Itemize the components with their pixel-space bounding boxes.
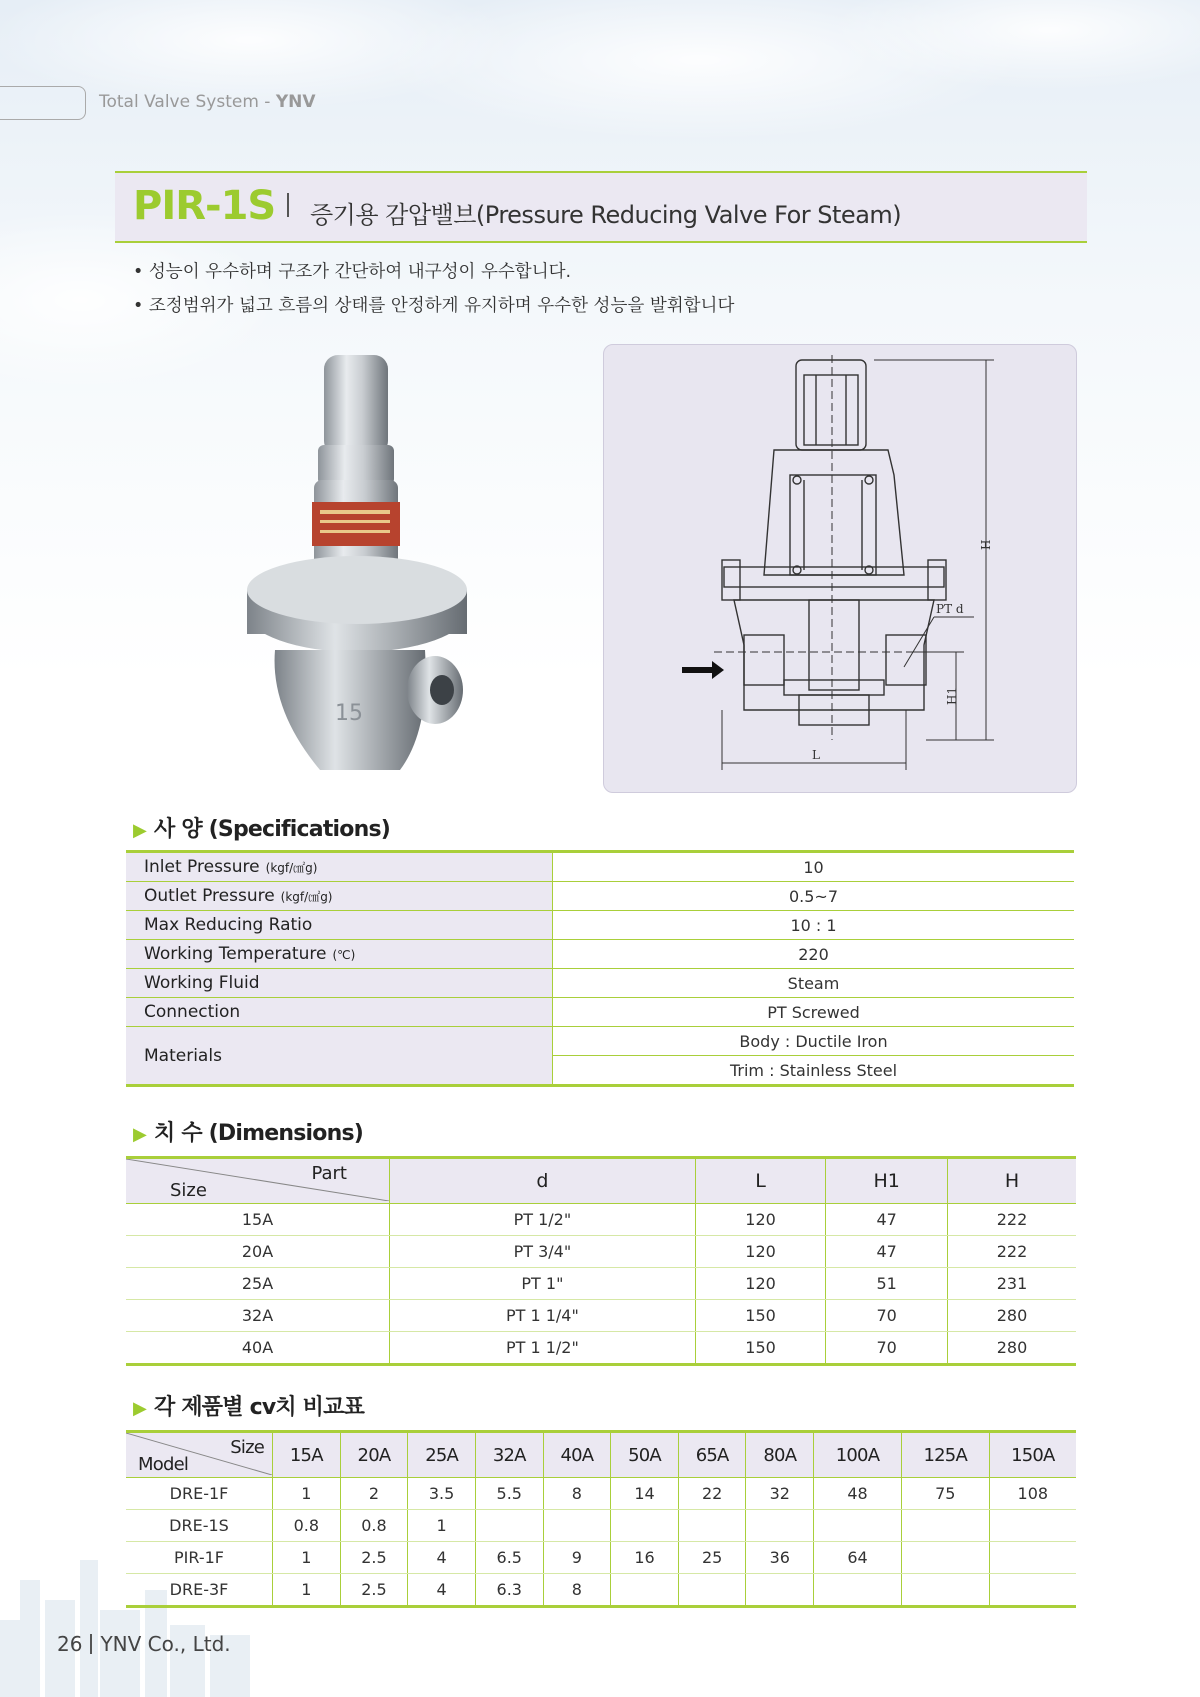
spec-label: Working Fluid [144,973,260,993]
header-tab-decoration [0,86,86,120]
dimensions-title: 치 수 (Dimensions) [154,1121,363,1146]
table-row [126,1204,1076,1236]
spec-value: 0.5~7 [553,882,1075,911]
spec-row [126,998,1074,1027]
corner-size-label: Size [230,1437,264,1458]
column-header: 150A [989,1432,1076,1478]
product-name: 증기용 감압밸브(Pressure Reducing Valve For Steam) [310,201,902,229]
table-cell: DRE-1S [126,1510,273,1542]
spec-label: Outlet Pressure [144,886,275,906]
spec-row [126,940,1074,969]
header-brand-line [99,92,316,112]
spec-label: Inlet Pressure [144,857,260,877]
table-cell: 108 [989,1478,1076,1510]
dimensions-table [126,1156,1076,1366]
dimensions-heading [133,1116,363,1147]
column-header: 25A [408,1432,476,1478]
table-cell: 14 [611,1478,679,1510]
table-cell [678,1574,746,1607]
table-cell: 0.8 [340,1510,408,1542]
table-cell: PT 1 1/4" [390,1300,696,1332]
column-header: 20A [340,1432,408,1478]
spec-unit: (℃) [332,948,356,962]
table-cell [814,1574,902,1607]
table-cell: 4 [408,1542,476,1574]
table-cell: 8 [543,1478,611,1510]
footer-company: YNV Co., Ltd. [100,1632,231,1656]
label-l: L [812,748,820,762]
column-header: d [390,1158,696,1204]
triangle-bullet-icon: ▶ [133,820,147,841]
table-cell: PIR-1F [126,1542,273,1574]
column-header: 32A [475,1432,543,1478]
spec-unit: (kgf/㎠g) [280,890,333,904]
spec-label-cell [126,882,553,911]
table-cell: 32A [126,1300,390,1332]
valve-photo [240,350,480,790]
table-cell: 1 [408,1510,476,1542]
table-cell: 280 [947,1300,1076,1332]
table-cell: PT 1 1/2" [390,1332,696,1365]
table-cell [989,1510,1076,1542]
table-cell: 120 [695,1236,826,1268]
table-cell [989,1574,1076,1607]
table-cell: 280 [947,1332,1076,1365]
table-cell: PT 1" [390,1268,696,1300]
table-cell: 1 [273,1542,341,1574]
column-header: L [695,1158,826,1204]
table-cell: PT 3/4" [390,1236,696,1268]
table-cell [678,1510,746,1542]
feature-item: • 조정범위가 넓고 흐름의 상태를 안정하게 유지하며 우수한 성능을 발휘합니다 [133,296,735,316]
table-cell [746,1574,814,1607]
column-header: 40A [543,1432,611,1478]
table-cell: 222 [947,1204,1076,1236]
table-cell: 20A [126,1236,390,1268]
table-row [126,1300,1076,1332]
table-cell: 6.3 [475,1574,543,1607]
spec-value: Trim : Stainless Steel [729,1060,898,1080]
table-cell: 3.5 [408,1478,476,1510]
table-row [126,1478,1076,1510]
specifications-title: 사 양 (Specifications) [154,817,391,842]
table-cell: 2 [340,1478,408,1510]
table-cell: DRE-3F [169,1580,229,1599]
spec-value: 220 [553,940,1075,969]
table-cell [475,1510,543,1542]
table-cell: 36 [746,1542,814,1574]
spec-label-cell [126,1027,553,1086]
product-title-bar [115,171,1087,243]
cv-comparison-table [126,1430,1076,1608]
table-cell: 120 [695,1268,826,1300]
spec-unit: (kgf/㎠g) [265,861,318,875]
label-pt-d: PT d [936,602,964,616]
table-cell: 231 [947,1268,1076,1300]
feature-list [133,258,734,326]
column-header: 125A [901,1432,989,1478]
feature-item: • 성능이 우수하며 구조가 간단하여 내구성이 우수합니다. [133,262,572,282]
triangle-bullet-icon: ▶ [133,1398,147,1419]
table-row [126,1332,1076,1365]
dimension-drawing-panel [603,344,1077,793]
table-cell: 16 [611,1542,679,1574]
table-cell [901,1542,989,1574]
cv-heading [133,1390,364,1421]
spec-value: 10 [553,852,1075,882]
spec-label-cell [126,969,553,998]
table-row [126,1510,1076,1542]
column-header: H [947,1158,1076,1204]
spec-value: PT Screwed [553,998,1075,1027]
spec-label-cell [126,940,553,969]
header-prefix: Total Valve System - [99,92,276,112]
spec-label-cell [126,852,553,882]
spec-value: 10 : 1 [553,911,1075,940]
page-number: 26 [57,1632,83,1656]
spec-label-cell [126,911,553,940]
table-cell: 8 [543,1574,611,1607]
table-cell: PT 1/2" [390,1204,696,1236]
table-cell: 1 [273,1478,341,1510]
table-cell: 32 [746,1478,814,1510]
table-cell [543,1510,611,1542]
table-cell [611,1574,679,1607]
table-cell [814,1510,902,1542]
table-cell: 150 [695,1300,826,1332]
table-cell: 40A [241,1338,274,1357]
corner-size-label: Size [170,1180,207,1201]
table-cell: 9 [543,1542,611,1574]
table-cell: 0.8 [273,1510,341,1542]
specifications-heading [133,812,390,843]
spec-row [126,911,1074,940]
table-cell [901,1574,989,1607]
table-cell [746,1510,814,1542]
spec-row [126,882,1074,911]
column-header: 80A [746,1432,814,1478]
spec-label: Connection [144,1002,241,1022]
column-header: 15A [273,1432,341,1478]
table-cell: 6.5 [475,1542,543,1574]
dimension-drawing [604,345,1076,792]
spec-label: Working Temperature [144,944,327,964]
dimensions-corner-cell [126,1158,390,1204]
corner-model-label: Model [138,1454,189,1475]
cv-corner-cell [126,1432,273,1478]
column-header: 100A [814,1432,902,1478]
cv-title: 각 제품별 cv치 비교표 [154,1395,365,1420]
column-header: H1 [826,1158,948,1204]
table-cell: 25 [678,1542,746,1574]
label-h: H [979,539,993,550]
table-cell: 1 [273,1574,341,1607]
table-cell [611,1510,679,1542]
table-cell [989,1542,1076,1574]
table-cell: 70 [826,1300,948,1332]
header-brand: YNV [275,92,316,112]
table-cell: 64 [814,1542,902,1574]
table-cell: 47 [826,1236,948,1268]
spec-label: Materials [144,1045,222,1066]
table-cell: 150 [695,1332,826,1365]
corner-diagonal-line [126,1159,389,1201]
table-cell: 4 [408,1574,476,1607]
column-header: 65A [678,1432,746,1478]
table-cell [901,1510,989,1542]
table-cell: 75 [901,1478,989,1510]
table-cell: 15A [126,1204,390,1236]
table-cell: 2.5 [340,1574,408,1607]
table-row [126,1542,1076,1574]
table-cell: 2.5 [340,1542,408,1574]
table-cell: 51 [826,1268,948,1300]
table-cell: 48 [814,1478,902,1510]
table-cell: 222 [947,1236,1076,1268]
spec-row [126,969,1074,998]
triangle-bullet-icon: ▶ [133,1124,147,1145]
spec-row [126,852,1074,882]
label-h1: H1 [945,686,959,705]
table-row [126,1236,1076,1268]
table-cell: 120 [695,1204,826,1236]
spec-label: Max Reducing Ratio [144,915,313,935]
table-row [126,1574,1076,1607]
table-cell: 5.5 [475,1478,543,1510]
table-row [126,1268,1076,1300]
product-model: PIR-1S [133,183,276,229]
footer-separator [90,1634,92,1654]
table-cell: 47 [826,1204,948,1236]
svg-text:15: 15 [335,701,363,726]
table-cell: 25A [126,1268,390,1300]
spec-label-cell [126,998,553,1027]
corner-part-label: Part [311,1163,347,1184]
column-header: 50A [611,1432,679,1478]
spec-value: Body : Ductile Iron [553,1027,1075,1056]
table-cell: 70 [826,1332,948,1365]
table-cell: 22 [678,1478,746,1510]
spec-value: Steam [553,969,1075,998]
spec-row [126,1027,1074,1056]
page-footer [57,1632,231,1656]
specifications-table [126,850,1074,1087]
title-separator [287,193,289,217]
table-cell: DRE-1F [126,1478,273,1510]
